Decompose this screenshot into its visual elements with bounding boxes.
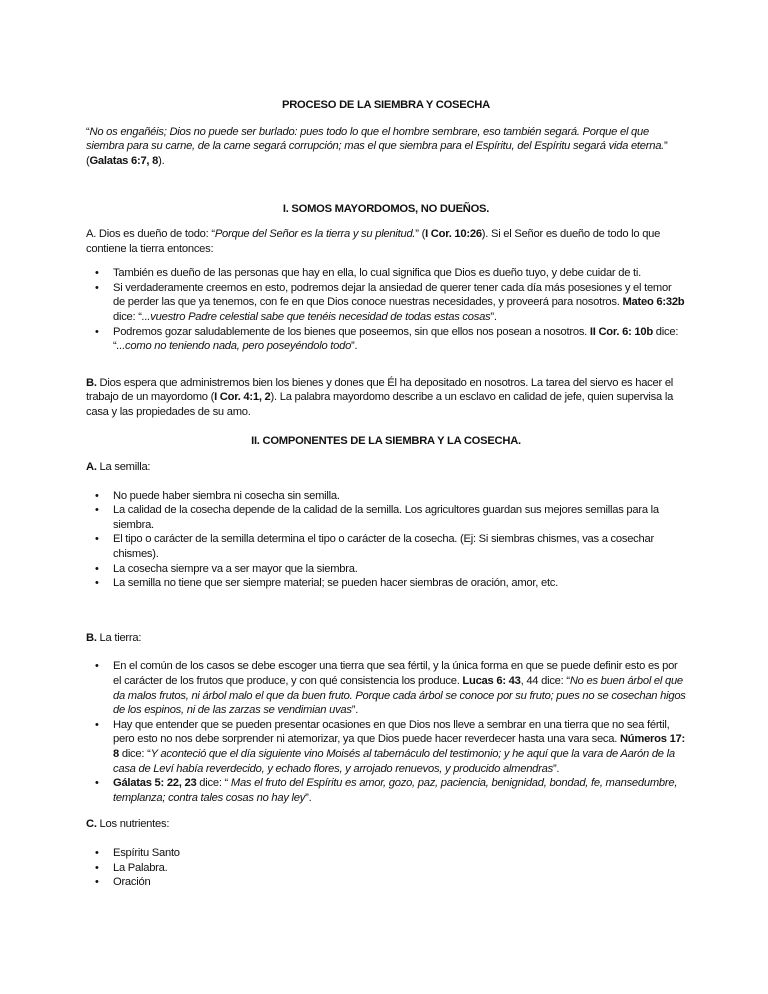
bold-reference: Galatas 6:7, 8 — [89, 154, 159, 167]
paragraph — [86, 817, 686, 832]
paragraph — [86, 376, 686, 420]
text-run: “ — [86, 125, 90, 138]
text-run: dice: “ — [118, 748, 151, 760]
text-run: Hay que entender que se pueden presentar ocasiones en que Dios nos lleve a sembrar en una tierra que no sea fértil, pero esto no nos debe sorprender ni atemorizar, ya que Dios puede hacer reverdecer hasta una vara seca. — [113, 718, 670, 746]
text-run: Los nutrientes: — [96, 818, 170, 831]
list-item — [86, 861, 686, 876]
text-run: ”. — [490, 310, 497, 323]
text-run: Podremos gozar saludablemente de los bienes que poseemos, sin que ellos nos posean a nosotros. — [113, 325, 590, 338]
list-item — [86, 562, 686, 577]
document-title: PROCESO DE LA SIEMBRA Y COSECHA — [282, 99, 490, 111]
text-run: Si verdaderamente creemos en esto, podremos dejar la ansiedad de querer tener cada día más posesiones y el temor de perder las que ya tenemos, con fe en que Dios conoce nuestras necesidades, y proveerá para nosotros. — [113, 281, 672, 309]
list-item — [86, 532, 686, 561]
list-item — [86, 281, 686, 325]
text-run: También es dueño de las personas que hay en ella, lo cual significa que Dios es dueño tuyo, y debe cuidar de ti. — [113, 267, 642, 280]
text-run: ”. — [351, 704, 359, 717]
text-run: La cosecha siempre va a ser mayor que la siembra. — [113, 562, 358, 575]
bold-reference: I Cor. 4:1, 2 — [214, 391, 271, 404]
list-item — [86, 846, 686, 861]
text-run: Dios espera que administremos bien los bienes y dones que Él ha depositado en nosotros. La tarea del siervo es hacer el trabajo de un mayordomo ( — [86, 376, 674, 404]
text-run: ). Si el Señor es dueño de todo lo que contiene la tierra entonces: — [86, 227, 661, 255]
text-run: ” ( — [86, 140, 668, 167]
bold-reference: B. — [86, 631, 97, 644]
list-item — [86, 659, 686, 717]
text-run: La tierra: — [96, 631, 142, 644]
text-run: ). La palabra mayordomo describe a un esclavo en calidad de jefe, quien supervisa la casa y las propiedades de su amo. — [86, 391, 674, 418]
italic-quote: Mas el fruto del Espíritu es amor, gozo, paz, paciencia, benignidad, bondad, fe, mansedumbre, templanza; contra tales cosas no hay ley — [113, 777, 678, 804]
bullet-list — [86, 846, 686, 890]
bold-reference: Mateo 6:32b — [622, 296, 685, 309]
paragraph — [86, 460, 686, 475]
bold-reference: I Cor. 10:26 — [425, 227, 482, 240]
bold-reference: C. — [86, 818, 97, 831]
document-page — [86, 98, 686, 890]
text-run: ”. — [305, 791, 312, 804]
italic-quote: ...como no teniendo nada, pero poseyéndolo todo — [116, 340, 352, 353]
text-run: ”. — [351, 340, 358, 353]
italic-quote: No os engañéis; Dios no puede ser burlado: pues todo lo que el hombre sembrare, eso también segará. Porque el que siembra para su carne, de la carne segará corrupción; mas el que siembra para el Espíritu, del Espíritu segará vida eterna. — [86, 125, 665, 153]
italic-quote: No es buen árbol el que da malos frutos, ni árbol malo el que da buen fruto. Porque cada árbol se conoce por su fruto; pues no se cosechan higos de los espinos, ni de las zarzas se vendimian uvas — [113, 675, 686, 717]
list-item — [86, 325, 686, 354]
text-run: , 44 dice: “ — [520, 675, 570, 688]
text-run: dice: “ — [113, 325, 679, 353]
text-run: Espíritu Santo — [113, 846, 180, 859]
bold-reference: Números 17: 8 — [113, 733, 685, 760]
bullet-list — [86, 659, 686, 805]
paragraph — [86, 227, 686, 256]
section-heading: I. SOMOS MAYORDOMOS, NO DUEÑOS. — [282, 203, 490, 216]
text-run: ” ( — [415, 227, 426, 240]
list-item — [86, 718, 686, 776]
section-heading: II. COMPONENTES DE LA SIEMBRA Y LA COSECHA. — [251, 434, 521, 447]
text-run: El tipo o carácter de la semilla determina el tipo o carácter de la cosecha. (Ej: Si siembras chismes, vas a cosechar chismes). — [113, 533, 654, 561]
italic-quote: Y aconteció que el día siguiente vino Moisés al tabernáculo del testimonio; y he aquí que la vara de Aarón de la casa de Leví había reverdecido, y echado flores, y arrojado renuevos, y producido almendras — [113, 748, 675, 775]
text-run: dice: “ — [113, 310, 142, 323]
paragraph — [86, 125, 686, 169]
text-run: La Palabra. — [113, 861, 168, 874]
bullet-list — [86, 266, 686, 354]
text-run: En el común de los casos se debe escoger una tierra que sea fértil, y la única forma en que se puede definir esto es por el carácter de los frutos que produce, y con qué consistencia los produce. — [113, 660, 678, 688]
bullet-list — [86, 489, 686, 591]
bold-reference: B. — [86, 376, 97, 389]
text-run: No puede haber siembra ni cosecha sin semilla. — [113, 489, 340, 502]
bold-reference: II Cor. 6: 10b — [589, 325, 653, 338]
text-run: dice: “ — [196, 777, 231, 790]
text-run: La semilla no tiene que ser siempre material; se pueden hacer siembras de oración, amor, etc. — [113, 577, 559, 590]
list-item — [86, 503, 686, 532]
text-run: La calidad de la cosecha depende de la calidad de la semilla. Los agricultores guardan sus mejores semillas para la siembra. — [113, 504, 659, 531]
italic-quote: Porque del Señor es la tierra y su plenitud. — [214, 227, 416, 240]
document-body — [86, 125, 686, 890]
list-item — [86, 875, 686, 890]
list-item — [86, 776, 686, 805]
bold-reference: Lucas 6: 43 — [462, 675, 521, 688]
list-item — [86, 576, 686, 591]
text-run: ). — [158, 154, 165, 167]
text-run: Oración — [113, 876, 151, 889]
text-run: La semilla: — [96, 461, 151, 474]
list-item — [86, 489, 686, 504]
text-run: A. Dios es dueño de todo: “ — [86, 227, 215, 240]
italic-quote: ...vuestro Padre celestial sabe que tenéis necesidad de todas estas cosas — [141, 310, 491, 323]
bold-reference: Gálatas 5: 22, 23 — [113, 777, 197, 790]
bold-reference: A. — [86, 461, 97, 474]
list-item — [86, 266, 686, 281]
text-run: ”. — [552, 762, 560, 775]
paragraph — [86, 631, 686, 646]
